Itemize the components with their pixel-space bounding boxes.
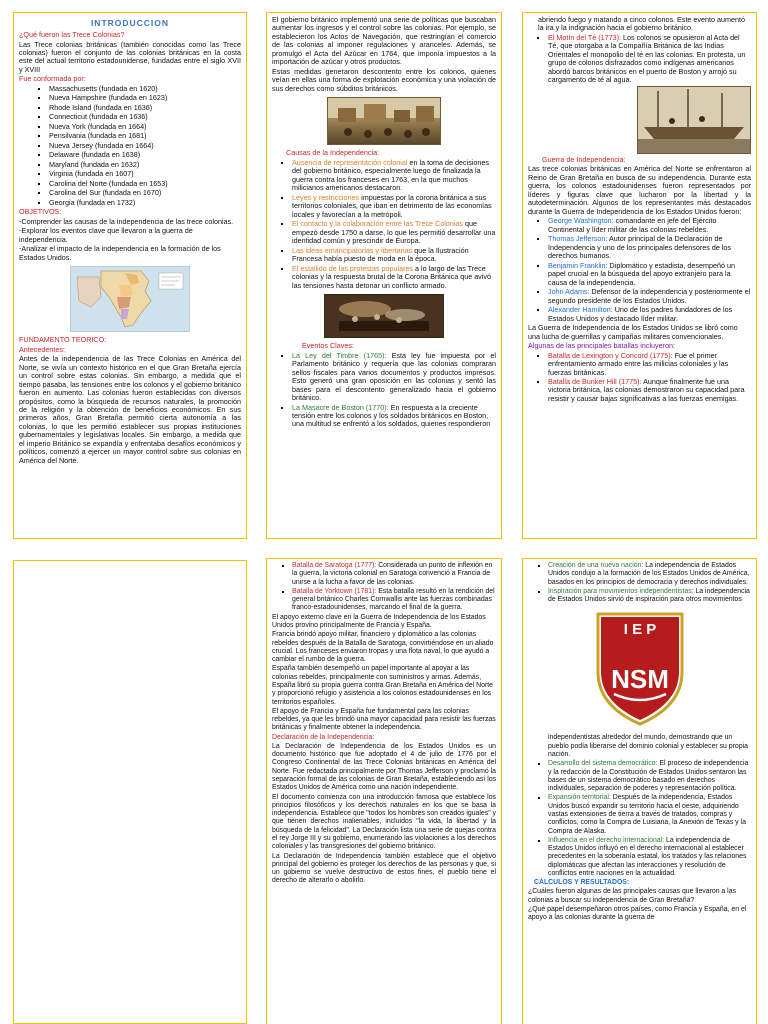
conformed-label: Fue conformada por:: [19, 74, 86, 84]
tea-party-image: [637, 86, 751, 154]
antecedentes-label: Antecedentes:: [19, 344, 65, 354]
cause-text: impuestas por la corona británica a sus territorios coloniales, que iban en detrimento de las economías locales y favorecían a la metrópoli.: [292, 192, 492, 219]
events-list: [272, 352, 496, 429]
cause-text: que la Ilustración Francesa había puesto de moda en la época.: [292, 245, 469, 264]
leader-text: Diplomático y estadista, desempeñó un papel crucial en la búsqueda del apoyo extranjero para la causa de la independencia.: [548, 260, 735, 287]
panel-causes: [266, 12, 502, 539]
panel-blank: [13, 560, 247, 1024]
impact-text: La independencia de Estados Unidos influyó en el derecho internacional al establecer precedentes en la soberanía estatal, los tratados y las relaciones diplomáticas que afectan las interacciones y resolución de conflictos entre naciones en la actualidad.: [548, 836, 747, 877]
impact-continuation: independentistas alrededor del mundo, demostrando que un pueblo podía liberarse del dominio colonial y establecer su propia nación.: [548, 734, 748, 758]
tea-lead: El Motín del Té (1773):: [548, 32, 621, 42]
antecedentes-text: Antes de la independencia de las Trece Colonias en América del Norte, se vivía un contexto histórico en el que Gran Bretaña ejercía un control sobre estas colonias. Sin embargo, a medida que el tiempo pasaba, las tensiones entre los colonos y el gobierno británico fueron en aumento. Las colonias fueron establecidas con diversos propósitos, como la búsqueda de recursos naturales, la promoción de la religión y la obtención de beneficios económicos. En sus primeros años, Gran Bretaña permitió cierta autonomía a las colonias, lo que les permitió establecer sus propias instituciones gubernamentales y legislativas locales. Sin embargo, a medida que el imperio Británico se expandía y enfrentaba desafíos económicos y políticos, comenzó a ejercer un mayor control sobre sus colonias en América del Norte.: [19, 354, 241, 465]
list-item: ▪ Delaware (fundada en 1638): [49, 151, 241, 159]
support-para: El apoyo de Francia y España fue fundamental para las colonias rebeldes, ya que les brindó una mayor capacidad para resistir las fuerzas británicas y finalmente obtener la independencia.: [272, 707, 496, 732]
list-item: [548, 588, 751, 605]
list-item: ▪ Nueva Jersey (fundada en 1664): [49, 142, 241, 150]
colonial-scene-image: [327, 97, 441, 145]
event-text: En respuesta a la creciente tensión entre los colonos y los soldados británicos en Boston, una multitud se enfrentó a los soldados, quienes respondieron: [292, 402, 491, 429]
question: ¿Cuáles fueron algunas de las principales causas que llevaron a las colonias a buscar su independencia de Gran Bretaña?: [528, 888, 736, 904]
battles-list: [528, 352, 751, 404]
list-item: ▪ Connecticut (fundada en 1636): [49, 113, 241, 121]
battles-cont-list: [272, 562, 496, 613]
declaration-para: La Declaración de Independencia también establece que el objetivo principal del gobierno es proteger los derechos de las personas y que, si un gobierno se vuelve destructivo de estos fines, el pueblo tiene el derecho de alterarlo o abolirlo.: [272, 852, 496, 885]
battle-text: Aunque finalmente fue una victoria británica, las colonias demostraron su capacidad para resistir y causar bajas significativas a las fuerzas enemigas.: [548, 376, 745, 403]
battle-text: Esta batalla resultó en la rendición del general británico Charles Cornwallis ante las fuerzas combinadas franco-estadounidenses, marcando el final de la guerra.: [292, 587, 495, 612]
colonies-map-image: [70, 266, 190, 332]
panel-war: [522, 12, 757, 539]
logo-text-top: I E P: [623, 621, 656, 639]
war-label: Guerra de Independencia:: [542, 154, 626, 164]
tea-party-list: [528, 34, 751, 85]
cause-text: a lo largo de las Trece colonias y la respuesta brutal de la Corona Británica que avivó las tensiones hasta detonar un conflicto armado.: [292, 263, 491, 290]
impact-lead: Expansión territorial:: [548, 794, 611, 802]
list-item: [292, 265, 496, 290]
leader-name: Benjamin Franklin:: [548, 260, 608, 270]
list-item: [548, 34, 751, 85]
list-item: [292, 352, 496, 403]
battle-painting-image: [324, 294, 444, 338]
battle-name: Batalla de Bunker Hill (1775):: [548, 376, 642, 386]
list-item: ▪ Nueva Hampshire (fundada en 1623): [49, 94, 241, 102]
colonies-list: [19, 85, 241, 207]
massacre-continuation: abriendo fuego y matando a cinco colonos. Este evento aumentó la ira y la indignación hacia el gobierno británico.: [538, 15, 745, 33]
list-item: [292, 588, 496, 613]
cause-lead: El contacto y la colaboración entre las Trece Colonias: [292, 219, 463, 229]
results-label: CÁLCULOS Y RESULTADOS:: [534, 879, 630, 887]
intro-title: INTRODUCCION: [90, 18, 170, 28]
impact-list-top: [528, 562, 751, 604]
leader-name: George Washington:: [548, 216, 614, 226]
support-para: España también desempeñó un papel importante al apoyar a las colonias rebeldes, principalmente con suministros y armas. Además, España libró su propia guerra contra Gran Bretaña en América del Norte y proporcionó refugio y asistencia a los colonos estadounidenses en los territorios españoles.: [272, 665, 494, 706]
objective-1: -Comprender las causas de la independencia de las trece colonias.: [19, 216, 234, 226]
list-item: [292, 404, 496, 429]
list-item: [548, 288, 751, 305]
objective-3: -Analizar el impacto de la independencia en la formación de los Estados Unidos.: [19, 244, 221, 262]
list-item: [548, 794, 751, 835]
list-item: ▪ Massachusetts (fundada en 1620): [49, 85, 241, 93]
list-item: [548, 306, 751, 323]
list-item: [292, 220, 496, 245]
impact-text: Después de la independencia, Estados Unidos buscó expandir su territorio hacia el oeste, adquiriendo vastas extensiones de tierra a través de tratados, compras y conflictos, como la Compra de Luisiana, la Anexión de Texas y la Compra de Alaska.: [548, 794, 746, 835]
list-item: ▪ Virginia (fundada en 1607): [49, 170, 241, 178]
list-item: [548, 562, 751, 587]
battle-text: Fue el primer enfrentamiento armado entre las milicias coloniales y las fuerzas británicas.: [548, 350, 729, 377]
panel-impact-results: [522, 558, 757, 1024]
school-logo: [594, 610, 686, 728]
cause-lead: Las ideas emancipatorias y libertarias: [292, 245, 413, 255]
event-lead: La Ley del Timbre (1765):: [292, 350, 387, 360]
leader-name: Thomas Jefferson:: [548, 234, 608, 244]
panel-introduction: [13, 12, 247, 539]
leader-text: Autor principal de la Declaración de Independencia y uno de los principales defensores de los derechos humanos.: [548, 234, 732, 261]
impact-lead: Influencia en el derecho internacional:: [548, 836, 665, 844]
list-item: ▪ Carolina del Norte (fundada en 1653): [49, 180, 241, 188]
causes-label: Causas de la Independencia:: [286, 148, 380, 158]
causes-list: [272, 159, 496, 290]
colonies-question: ¿Qué fueron las Trece Colonias?: [19, 30, 125, 40]
event-lead: La Masacre de Boston (1770):: [292, 402, 389, 412]
declaration-label: Declaración de la Independencia:: [272, 733, 375, 741]
events-label: Eventos Claves:: [302, 341, 354, 351]
panel-support-declaration: [266, 558, 502, 1024]
list-item: [548, 760, 751, 793]
logo-text-main: NSM: [610, 664, 669, 695]
cause-lead: Leyes y restricciones: [292, 192, 360, 202]
leader-name: John Adams:: [548, 287, 590, 297]
list-item: [292, 247, 496, 264]
impact-text: La independencia de Estados Unidos condujo a la formación de los Estados Unidos de América, basados en los principios de democracia y derechos individuales.: [548, 562, 750, 586]
list-item: ▪ Rhode Island (fundada en 1636): [49, 104, 241, 112]
support-para: Francia brindó apoyo militar, financiero y diplomático a las colonias rebeldes después de la Batalla de Saratoga, convirtiéndose en un aliado crucial. Los franceses enviaron tropas y una flota naval, lo que ayudó a cambiar el rumbo de la guerra.: [272, 631, 494, 664]
objectives-label: OBJETIVOS:: [19, 207, 62, 217]
impact-lead: Desarrollo del sistema democrático:: [548, 760, 658, 768]
cause-text: en la toma de decisiones del gobierno británico, especialmente luego de finalizada la guerra contra los franceses en 1763, en la que muchos milicianos americanos destacaron.: [292, 157, 489, 193]
list-item: [548, 262, 751, 287]
question: ¿Qué papel desempeñaron otros países, como Francia y España, en el apoyo a las colonias durante la guerra de: [528, 906, 747, 922]
discontent-text: Estas medidas generaron descontento entre los colonos, quienes veían en ellas una forma de explotación económica y una violación de sus derechos como súbditos británicos.: [272, 66, 496, 93]
list-item: ▪ Pensilvania (fundada en 1681): [49, 132, 241, 140]
battle-name: Batalla de Lexington y Concord (1775):: [548, 350, 673, 360]
war-text: Las trece colonias británicas en América del Norte se enfrentaron al Reino de Gran Bretaña en busca de su independencia. Durante esta guerra, los colonos estadounidenses fueron representados por líderes y figuras clave que lucharon por la libertad y la autodeterminación. Algunos de los representantes más destacados durante la Guerra de Independencia de los Estados Unidos fueron:: [528, 164, 751, 216]
list-item: [292, 159, 496, 193]
list-item: ▪ Nueva York (fundada en 1664): [49, 123, 241, 131]
support-para: El apoyo externo clave en la Guerra de Independencia de los Estados Unidos provino principalmente de Francia y España.: [272, 613, 486, 629]
battle-name: Batalla de Saratoga (1777):: [292, 562, 377, 569]
leader-text: comandante en jefe del Ejército Continental y líder militar de las colonias rebeldes.: [548, 216, 717, 234]
leaders-list: [528, 217, 751, 323]
impact-list-bottom: [528, 760, 751, 878]
list-item: [292, 194, 496, 219]
policies-text: El gobierno británico implementó una serie de políticas que buscaban aumentar los ingresos y el control sobre las colonias. Por ejemplo, se establecieron los Actos de Navegación, que restringían el comercio de las colonias al imponer regulaciones y aranceles. Además, se promulgó el Acta del Azúcar en 1764, que imponía impuestos a la importación de azúcar y otros productos.: [272, 15, 496, 67]
list-item: [548, 352, 751, 377]
cause-lead: Ausencia de representación colonial: [292, 157, 408, 167]
fundamento-label: FUNDAMENTO TEORICO:: [19, 335, 107, 345]
impact-text: El proceso de independencia y la redacción de la Constitución de Estados Unidos sentaron las bases de un sistema democrático basado en derechos individuales, separación de poderes y representación política.: [548, 760, 749, 793]
impact-text: La independencia de Estados Unidos sirvió de inspiración para otros movimientos: [548, 587, 750, 604]
cause-text: que empezó desde 1750 a darse, lo que les permitió desarrollar una identidad común y prescindir de Europa.: [292, 219, 496, 246]
declaration-para: El documento comienza con una introducción famosa que establece los principios filosóficos y los derechos naturales en los que se basa la independencia. Establece que "todos los hombres son creados iguales" y que tienen derechos inalienables, incluidos "la vida, la libertad y la búsqueda de la felicidad". La Declaración lista una serie de quejas contra el rey Jorge III y su gobierno, enumerando las violaciones a los derechos coloniales y las transgresiones del gobierno británico.: [272, 793, 497, 851]
list-item: [292, 562, 496, 587]
cause-lead: El estallido de las protestas populares: [292, 263, 414, 273]
colonies-text: Las Trece colonias británicas (también conocidas como las Trece colonias) fueron el conjunto de las colonias británicas en la costa este del actual territorio estadounidense, fundadas entre el siglo XVII y XVIII: [19, 39, 241, 74]
battle-text: Considerada un punto de inflexión en la guerra, la victoria colonial en Saratoga convenció a Francia de unirse a la lucha a favor de las colonias.: [292, 562, 493, 586]
leader-name: Alexander Hamilton:: [548, 305, 613, 315]
list-item: [548, 378, 751, 403]
battle-name: Batalla de Yorktown (1781):: [292, 587, 377, 595]
battles-label: Algunas de las principales batallas incluyeron:: [528, 341, 676, 351]
declaration-para: La Declaración de Independencia de los Estados Unidos es un documento histórico que fue adoptado el 4 de julio de 1776 por el Congreso Continental de las Trece Colonias británicas en América del Norte. Fue redactada principalmente por Thomas Jefferson y proclamó la separación formal de las colonias de Gran Bretaña, estableciendo así los Estados Unidos de América como una nación independiente.: [272, 742, 496, 792]
list-item: [548, 217, 751, 234]
impact-lead: Creación de una nueva nación:: [548, 562, 644, 569]
tea-text: Los colonos se opusieron al Acta del Té, que otorgaba a la Compañía Británica de las Indias Orientales el monopolio del té en las colonias. En protesta, un grupo de colonos disfrazados como indígenas americanos abordó barcos británicos en el puerto de Boston y arrojó su cargamento de té al agua.: [548, 32, 746, 85]
list-item: ▪ Carolina del Sur (fundada en 1670): [49, 189, 241, 197]
leader-text: Uno de los padres fundadores de los Estados Unidos y destacado líder militar.: [548, 305, 733, 323]
objective-2: -Explorar los eventos clave que llevaron a la guerra de independencia.: [19, 226, 193, 244]
list-item: [548, 837, 751, 878]
list-item: ▪ Maryland (fundada en 1632): [49, 161, 241, 169]
event-text: Esta ley fue impuesta por el Parlamento británico y requería que las colonias compraran sellos fiscales para varios documentos y productos impresos. Esto generó una gran oposición en las colonias y sentó las bases para el descontento generalizado hacia el gobierno británico.: [292, 350, 496, 403]
war-summary: La Guerra de Independencia de los Estados Unidos se libró como una lucha de guerrillas y campañas militares convencionales.: [528, 323, 738, 341]
impact-lead: Inspiración para movimientos independentistas:: [548, 587, 694, 595]
leader-text: Defensor de la independencia y posteriormente el segundo presidente de los Estados Unidos.: [548, 287, 751, 305]
list-item: [548, 235, 751, 260]
list-item: ▪ Georgia (fundada en 1732): [49, 199, 241, 207]
